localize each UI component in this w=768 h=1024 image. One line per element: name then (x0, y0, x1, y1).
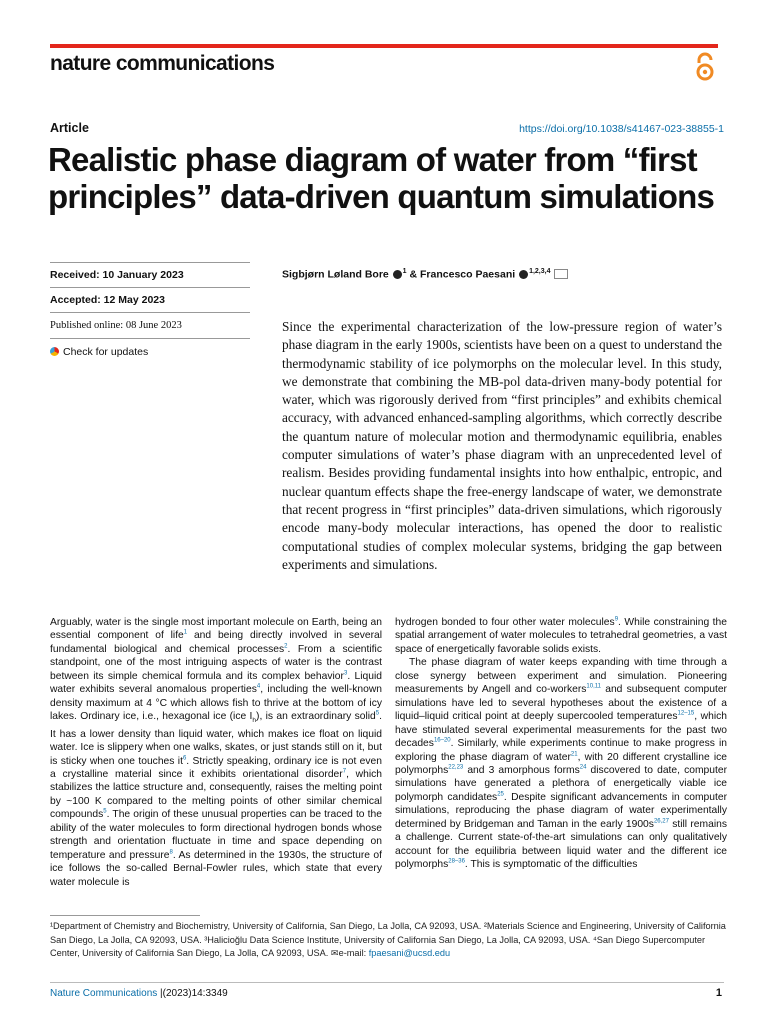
author-affiliation: 1 (402, 268, 407, 275)
footer-divider (50, 982, 724, 983)
body-text: . Strictly speaking, ordinary ice is not even a crystalline material since it exhibits orientational disorder (50, 755, 382, 781)
footer-citation (50, 988, 228, 999)
mail-icon[interactable] (554, 269, 568, 279)
accepted-date: Accepted: 12 May 2023 (50, 294, 165, 306)
body-text: . As determined in the 1930s, the structure of ice follows the so-called Bernal-Fowler rules, which state that every water molecule is (50, 849, 382, 888)
author-name[interactable]: Sigbjørn Løland Bore (282, 268, 389, 281)
body-text: , which stabilizes the lattice structure and, consequently, raises the melting point by ~100 K compared to the melting points of other similar chemical compounds (50, 769, 382, 821)
citation-ref[interactable]: 25 (497, 791, 504, 798)
body-paragraph (395, 616, 727, 656)
mail-icon: ✉ (330, 948, 339, 958)
subscript: h (252, 717, 257, 725)
body-text: . Despite significant advancements in computer simulations, reproducing the phase diagram of water experimentally determined by Bridgeman and Taman in the early 1900s (395, 791, 727, 830)
check-for-updates-label: Check for updates (63, 346, 149, 358)
email-link[interactable]: fpaesani@ucsd.edu (368, 948, 451, 958)
body-text: ), is an extraordinary solid (256, 711, 376, 723)
divider (50, 338, 250, 339)
citation-ref[interactable]: 7 (342, 768, 347, 775)
body-text: Arguably, water is the single most important molecule on Earth, being an essential component of life (50, 617, 382, 642)
citation-ref[interactable]: 10,11 (586, 683, 601, 690)
received-date: Received: 10 January 2023 (50, 269, 184, 281)
body-text: and subsequent computer simulations have led to several hypotheses about the existence of a liquid–liquid critical point at deeply supercooled temperatures (395, 684, 727, 723)
citation-ref[interactable]: 26,27 (653, 818, 669, 825)
citation-ref[interactable]: 16–20 (433, 737, 451, 744)
top-accent-bar (50, 44, 718, 48)
citation-ref[interactable]: 8 (169, 849, 173, 856)
body-paragraph (50, 616, 382, 889)
author-list (282, 268, 568, 281)
affiliations-footnote (50, 920, 730, 961)
body-text: and 3 amorphous forms (463, 764, 580, 776)
footnote-divider (50, 915, 200, 916)
abstract: Since the experimental characterization of the low-pressure region of water’s phase diagram in the early 1900s, scientists have been on a quest to understand the thermodynamic stability of ice polymorphs on the molecular level. In this study, we demonstrate that combining the MB-pol data-driven many-body potential for water, which was rigorously derived from “first principles” and exhibits chemical accuracy, with advanced enhanced-sampling algorithms, which correctly describe the quantum nature of molecular motion and thermodynamic equilibria, enables computer simulations of water’s phase diagram with an unprecedented level of realism. Besides providing fundamental insights into how enthalpic, entropic, and nuclear quantum effects shape the free-energy landscape of water, we demonstrate that recent progress in “first principles” data-driven simulations, which rigorously encode many-body molecular interactions, has opened the door to realistic computational studies of complex molecular systems, bridging the gap between experiments and simulations. (282, 319, 722, 572)
footer-pipe: | (160, 988, 163, 999)
body-text: . From a scientific standpoint, one of the most intriguing aspects of water is the contrast between its simple chemical formula and its complex behavior (50, 643, 382, 682)
body-text: . Similarly, while experiments continue to make progress in exploring the phase diagram of water (395, 738, 727, 763)
body-text: still remains a challenge. Current state-of-the-art simulations can only qualitatively account for the equilibria between liquid water and the different ice polymorphs (395, 818, 727, 871)
citation-ref[interactable]: 4 (256, 683, 261, 690)
footer-volume: (2023)14:3349 (162, 988, 228, 999)
footer-journal-link[interactable]: Nature Communications (50, 988, 158, 999)
body-text: . While constraining the spatial arrangement of water molecules to tetrahedral geometries, a vast space of energetically favorable solids exists. (395, 617, 727, 655)
check-for-updates[interactable] (50, 346, 250, 358)
author-name[interactable]: Francesco Paesani (420, 268, 516, 281)
citation-ref[interactable]: 28–36 (448, 858, 465, 865)
body-text: , which have stimulated several experimental measurements for the past two decades (395, 711, 727, 750)
affiliations-text: ¹Department of Chemistry and Biochemistry, University of California, San Diego, La Jolla, CA 92093, USA. ²Materials Science and Engineering, University of California San Diego, La Jolla, CA 92093, USA. ³Halicioğlu Data Science Institute, University of California San Diego, La Jolla, CA 92093, USA. ⁴San Diego Supercomputer Center, University of California San Diego, La Jolla, CA 92093, USA. (50, 921, 726, 958)
article-title: Realistic phase diagram of water from “first principles” data-driven quantum simulations (48, 141, 715, 215)
citation-ref[interactable]: 2 (284, 643, 288, 650)
article-type: Article (50, 121, 89, 135)
citation-ref[interactable]: 21 (570, 751, 578, 758)
body-paragraph (395, 656, 727, 871)
orcid-icon[interactable] (393, 270, 402, 279)
body-text: , including the well-known density maximum at 4 °C which allows fish to thrive at the bottom of icy lakes. Ordinary ice, i.e., hexagonal ice (ice I (50, 684, 383, 723)
published-date: Published online: 08 June 2023 (50, 320, 182, 331)
orcid-icon[interactable] (519, 270, 528, 279)
body-text: hydrogen bonded to four other water molecules (395, 617, 615, 628)
check-for-updates-icon (50, 347, 59, 356)
body-text: . It has a lower density than liquid water, which makes ice float on liquid water. Ice is slippery when one walks, skates, or just stands still on it, but is sticky when one touches it (50, 711, 382, 767)
citation-ref[interactable]: 5 (103, 808, 107, 815)
doi-link[interactable]: https://doi.org/10.1038/s41467-023-38855-1 (519, 123, 724, 135)
body-text: discovered to date, computer simulations have generated a plethora of energetically viable ice polymorph candidates (395, 764, 728, 803)
citation-ref[interactable]: 6 (182, 755, 187, 762)
journal-brand[interactable]: nature communications (50, 52, 275, 75)
body-text: . The origin of these unusual properties can be traced to the ability of the water molecules to form directional hydrogen bonds whose strength and orientation fluctuate in time and space depending on temperature and pressure (50, 809, 382, 861)
citation-ref[interactable]: 22,23 (448, 764, 464, 771)
author-affiliation: 1,2,3,4 (529, 268, 551, 275)
citation-ref[interactable]: 3 (343, 670, 348, 677)
page-number: 1 (715, 987, 722, 999)
citation-ref[interactable]: 1 (183, 630, 188, 637)
body-text: and being directly involved in several fundamental biological and chemical processes (50, 630, 383, 655)
citation-ref[interactable]: 24 (579, 764, 587, 771)
citation-ref[interactable]: 5 (375, 710, 380, 717)
email-label: e-mail: (338, 948, 367, 958)
author-separator: & (409, 268, 418, 281)
body-text: . This is symptomatic of the difficulties (464, 859, 638, 871)
body-text: The phase diagram of water keeps expanding with time through a close synergy between experiment and simulation. Pioneering measurements by Angell and co-workers (395, 657, 727, 696)
citation-ref[interactable]: 9 (614, 616, 619, 623)
body-text: . Liquid water exhibits several anomalous properties (50, 670, 382, 696)
divider (50, 287, 250, 288)
divider (50, 312, 250, 313)
citation-ref[interactable]: 12–15 (677, 710, 695, 717)
body-column-right (395, 616, 727, 872)
body-text: , with 20 different crystalline ice polymorphs (395, 751, 727, 776)
open-access-icon (694, 52, 716, 82)
body-column-left (50, 616, 382, 889)
divider (50, 262, 250, 263)
